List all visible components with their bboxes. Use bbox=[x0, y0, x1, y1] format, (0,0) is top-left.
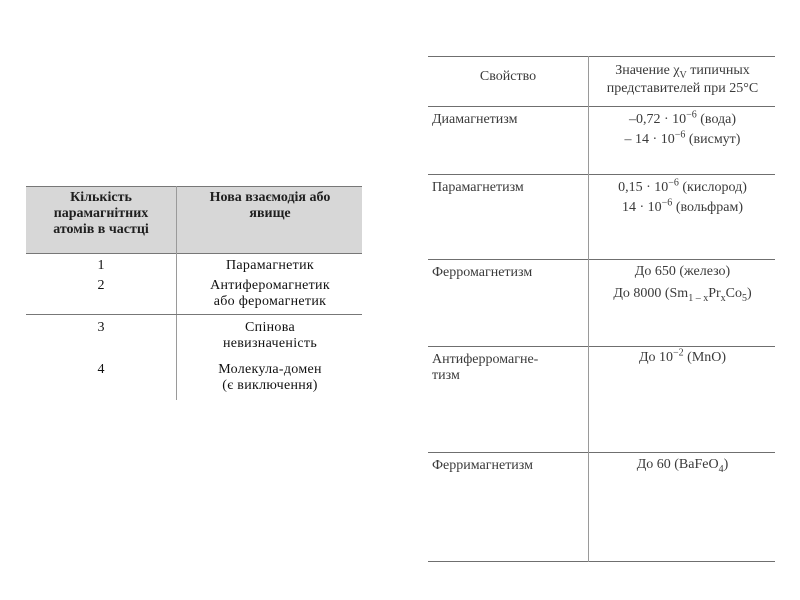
right-table-bottom-rule bbox=[428, 561, 775, 562]
value-ferrimagnetism-1 bbox=[590, 455, 775, 475]
right-table-row-rule bbox=[428, 452, 775, 453]
exponent: −6 bbox=[674, 129, 686, 141]
value-text: До 10 bbox=[638, 350, 674, 365]
right-table-column-divider bbox=[588, 56, 589, 562]
exponent: −6 bbox=[686, 109, 697, 121]
right-table-top-rule bbox=[428, 56, 775, 57]
value-text: ) bbox=[723, 457, 729, 472]
value-text: До 60 (BaFeO bbox=[636, 457, 719, 472]
left-header-phenomenon: Нова взаємодія або явище bbox=[209, 190, 331, 221]
value-paramagnetism-1 bbox=[590, 178, 775, 198]
value-text: (вода) bbox=[696, 112, 737, 127]
right-table-row-rule bbox=[428, 259, 775, 260]
left-table-column-divider bbox=[176, 186, 177, 400]
left-row-2-text: Антиферомагнетик або феромагнетик bbox=[210, 278, 330, 309]
left-row-4-number: 4 bbox=[97, 362, 105, 377]
property-antiferromagnetism: Антиферромагне- тизм bbox=[432, 352, 539, 383]
left-header-count: Кількість парамагнітних атомів в частці bbox=[53, 190, 149, 237]
value-diamagnetism-2 bbox=[590, 130, 775, 150]
value-text: Pr bbox=[708, 286, 721, 301]
subscript: 1 – x bbox=[688, 292, 709, 304]
left-row-3-text: Спінова невизначеність bbox=[222, 320, 318, 351]
right-table-row-rule bbox=[428, 346, 775, 347]
property-ferromagnetism: Ферромагнетизм bbox=[432, 265, 533, 280]
subscript: x bbox=[720, 292, 726, 304]
value-text: До 8000 (Sm bbox=[613, 286, 689, 301]
header-text: типичных bbox=[686, 63, 750, 78]
left-row-4-text: Молекула-домен (є виключення) bbox=[218, 362, 322, 393]
value-text: Co bbox=[725, 286, 742, 301]
value-text: (вольфрам) bbox=[672, 200, 743, 215]
value-text: 14 · 10 bbox=[622, 200, 662, 215]
left-row-2-number: 2 bbox=[97, 278, 105, 293]
value-text: 0,15 · 10 bbox=[618, 180, 669, 195]
exponent: −2 bbox=[673, 347, 684, 359]
exponent: −6 bbox=[661, 197, 673, 209]
value-text: –0,72 · 10 bbox=[628, 112, 687, 127]
subscript: 5 bbox=[742, 292, 747, 304]
right-table-row-rule bbox=[428, 174, 775, 175]
left-row-1-text: Парамагнетик bbox=[226, 258, 314, 273]
value-diamagnetism-1 bbox=[590, 110, 775, 130]
subscript: 4 bbox=[718, 463, 724, 475]
left-row-1-number: 1 bbox=[97, 258, 105, 273]
value-ferromagnetism-1 bbox=[590, 262, 775, 282]
value-text: (MnO) bbox=[683, 350, 727, 365]
value-text: – 14 · 10 bbox=[624, 132, 675, 147]
value-text: ) bbox=[747, 286, 752, 301]
property-ferrimagnetism: Ферримагнетизм bbox=[432, 458, 533, 473]
property-paramagnetism: Парамагнетизм bbox=[432, 180, 524, 195]
value-text: (висмут) bbox=[685, 132, 741, 147]
value-text: До 650 (железо) bbox=[634, 264, 731, 279]
left-row-3-number: 3 bbox=[97, 320, 105, 335]
right-header-value bbox=[590, 62, 775, 98]
right-table-header-rule bbox=[428, 106, 775, 107]
exponent: −6 bbox=[668, 177, 679, 189]
right-table bbox=[428, 56, 775, 562]
value-text: (кислород) bbox=[678, 180, 747, 195]
value-antiferromagnetism-1 bbox=[590, 348, 775, 368]
left-table bbox=[26, 186, 362, 400]
value-ferromagnetism-2 bbox=[590, 284, 775, 304]
value-paramagnetism-2 bbox=[590, 198, 775, 218]
property-diamagnetism: Диамагнетизм bbox=[432, 112, 518, 127]
header-text: Значение bbox=[615, 63, 674, 78]
chi-symbol: χ bbox=[673, 63, 680, 78]
right-header-property: Свойство bbox=[479, 69, 537, 84]
left-table-row-separator bbox=[26, 314, 362, 315]
header-text: представителей при 25°С bbox=[606, 81, 759, 96]
chi-subscript: V bbox=[679, 69, 687, 81]
